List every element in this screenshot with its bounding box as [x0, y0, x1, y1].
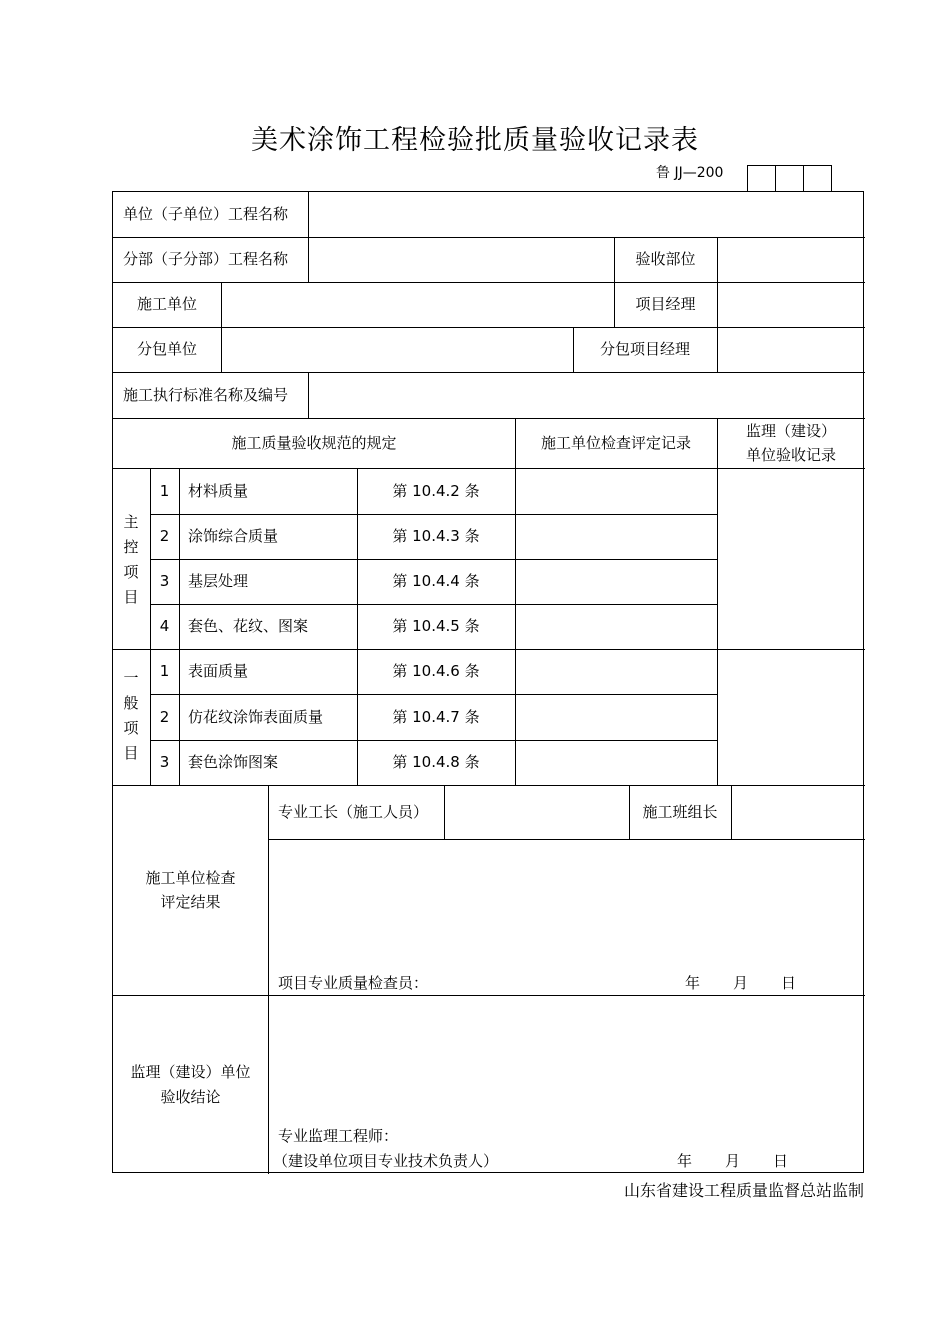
row-clause: 第 10.4.5 条	[392, 617, 480, 635]
project-manager-label: 项目经理	[635, 295, 696, 313]
main-group-label: 主控项目	[123, 513, 139, 606]
supervision-header-line2: 单位验收记录	[745, 446, 836, 464]
row-no: 3	[159, 572, 170, 590]
row-name: 表面质量	[188, 662, 249, 680]
engineer-label: 专业监理工程师：	[278, 1127, 399, 1145]
spec-header: 施工质量验收规范的规定	[231, 434, 397, 452]
row-clause: 第 10.4.6 条	[392, 662, 480, 680]
self-check-header: 施工单位检查评定记录	[540, 434, 691, 452]
row-no: 1	[159, 662, 170, 680]
row-name: 套色涂饰图案	[188, 753, 279, 771]
unit-name-label: 单位（子单位）工程名称	[123, 205, 289, 223]
general-group-label: 一般项目	[123, 669, 139, 762]
result-month: 月	[733, 974, 749, 992]
result-day: 日	[781, 974, 797, 992]
row-no: 4	[159, 617, 170, 635]
sub-name-label: 分部（子分部）工程名称	[123, 250, 289, 268]
construction-unit-label: 施工单位	[136, 295, 197, 313]
standard-label: 施工执行标准名称及编号	[123, 386, 289, 404]
conclusion-label-line1: 监理（建设）单位	[130, 1063, 251, 1081]
code-box[interactable]	[776, 166, 804, 192]
inspect-part-label: 验收部位	[635, 250, 696, 268]
footer-issuer: 山东省建设工程质量监督总站监制	[623, 1181, 864, 1200]
code-box[interactable]	[748, 166, 776, 192]
row-clause: 第 10.4.2 条	[392, 482, 480, 500]
sub-unit-label: 分包单位	[136, 340, 197, 358]
sub-manager-label: 分包项目经理	[599, 340, 690, 358]
row-name: 涂饰综合质量	[188, 527, 279, 545]
code-boxes	[747, 165, 832, 192]
result-label-line2: 评定结果	[160, 893, 221, 911]
form-code: 鲁 JJ—200	[656, 165, 724, 181]
conclusion-day: 日	[773, 1152, 789, 1170]
team-leader-label: 施工班组长	[642, 803, 718, 821]
supervision-header-line1: 监理（建设）	[745, 422, 836, 440]
page-title: 美术涂饰工程检验批质量验收记录表	[251, 125, 699, 156]
conclusion-label-line2: 验收结论	[160, 1088, 221, 1106]
row-name: 仿花纹涂饰表面质量	[188, 708, 324, 726]
conclusion-year: 年	[677, 1152, 693, 1170]
row-clause: 第 10.4.3 条	[392, 527, 480, 545]
inspector-label: 项目专业质量检查员：	[278, 974, 429, 992]
row-name: 套色、花纹、图案	[188, 617, 309, 635]
row-name: 材料质量	[188, 482, 249, 500]
conclusion-month: 月	[725, 1152, 741, 1170]
result-label-line1: 施工单位检查	[145, 869, 236, 887]
foreman-label: 专业工长（施工人员）	[278, 803, 429, 821]
row-no: 2	[159, 527, 170, 545]
row-clause: 第 10.4.8 条	[392, 753, 480, 771]
row-no: 1	[159, 482, 170, 500]
row-name: 基层处理	[188, 572, 249, 590]
row-clause: 第 10.4.4 条	[392, 572, 480, 590]
owner-label: （建设单位项目专业技术负责人）	[273, 1152, 499, 1170]
form-table	[112, 191, 864, 1173]
row-no: 2	[159, 708, 170, 726]
result-year: 年	[685, 974, 701, 992]
code-box[interactable]	[804, 166, 831, 192]
row-clause: 第 10.4.7 条	[392, 708, 480, 726]
row-no: 3	[159, 753, 170, 771]
